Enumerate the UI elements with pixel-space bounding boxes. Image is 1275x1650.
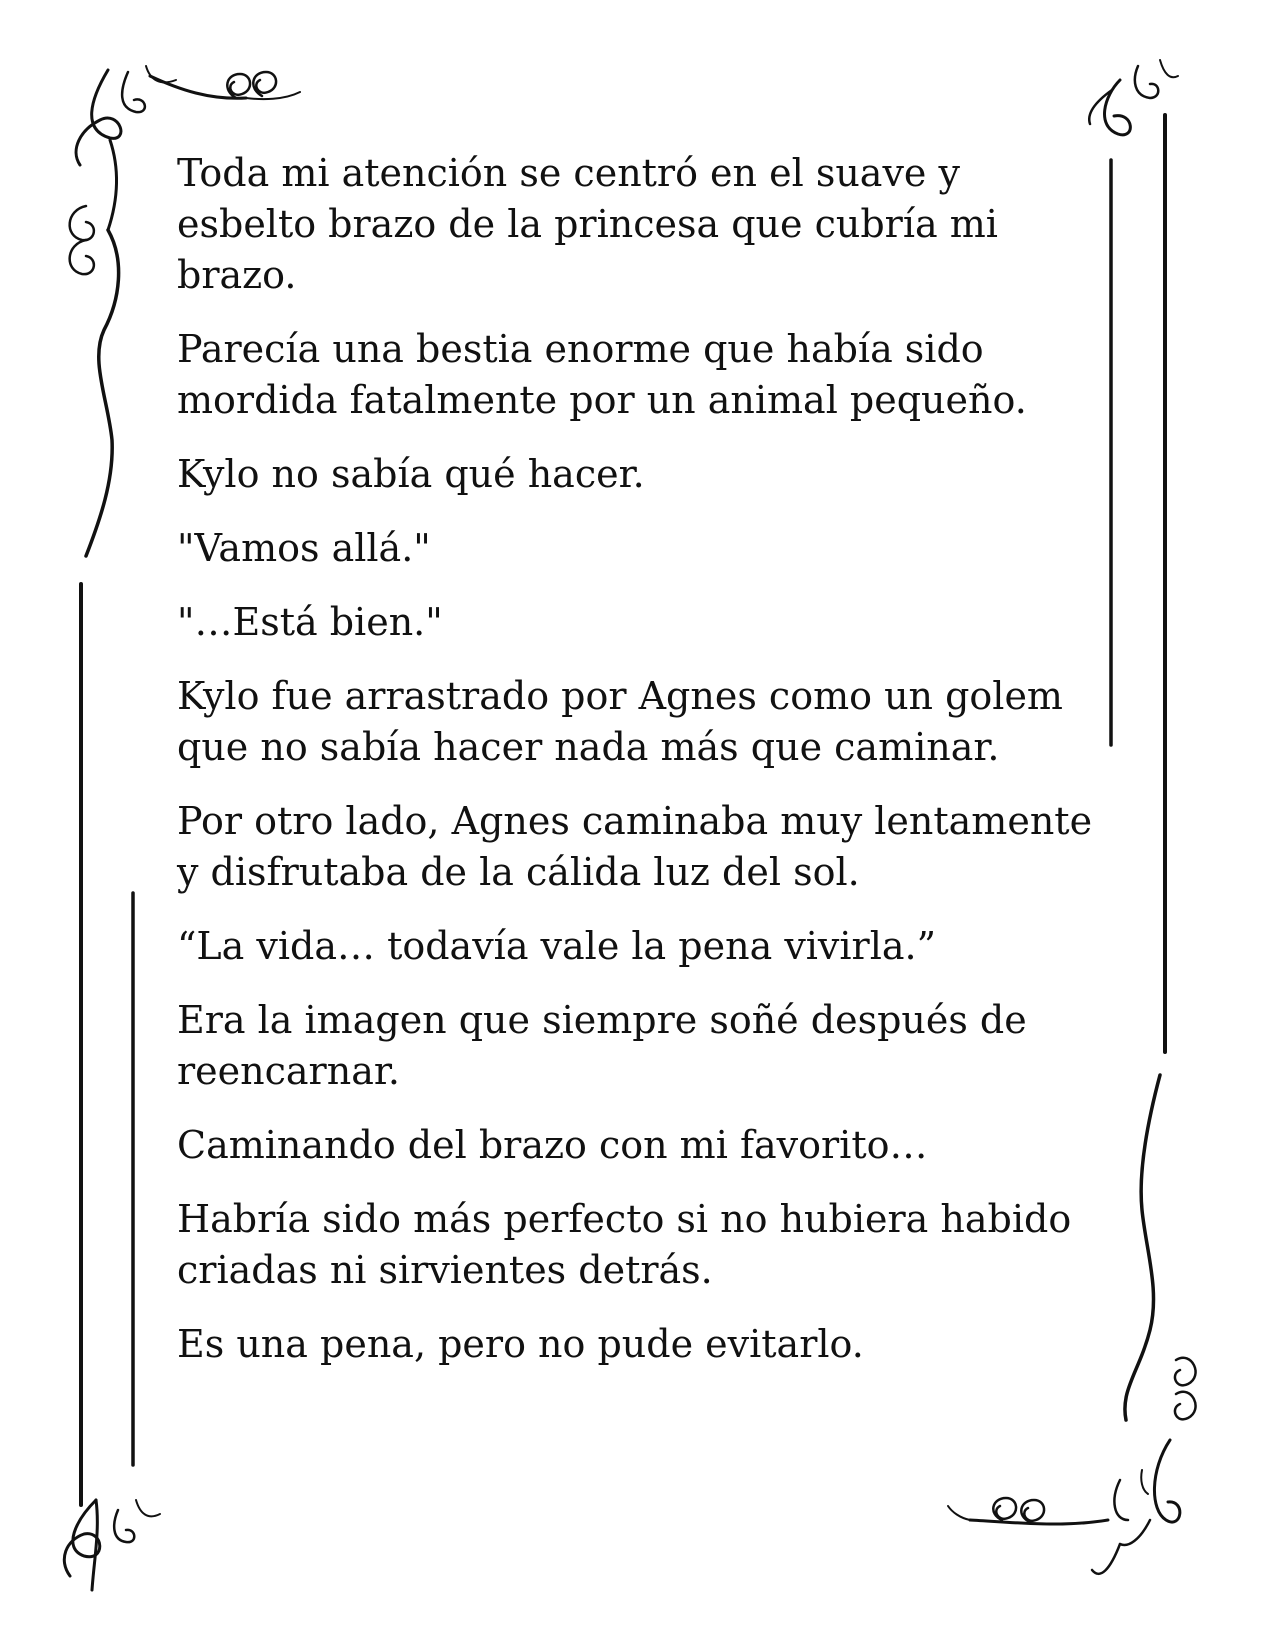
paragraph-2: Parecía una bestia enorme que había sido mordida fatalmente por un animal pequeño. bbox=[177, 327, 1027, 422]
paragraph-5: "…Está bien." bbox=[177, 600, 443, 644]
paragraph-3: Kylo no sabía qué hacer. bbox=[177, 452, 645, 496]
paragraph-4: "Vamos allá." bbox=[177, 526, 431, 570]
paragraph-6: Kylo fue arrastrado por Agnes como un golem que no sabía hacer nada más que caminar. bbox=[177, 674, 1063, 769]
paragraph-11: Habría sido más perfecto si no hubiera habido criadas ni sirvientes detrás. bbox=[177, 1197, 1072, 1292]
paragraph-1: Toda mi atención se centró en el suave y esbelto brazo de la princesa que cubría mi brazo. bbox=[177, 151, 998, 297]
chapter-text bbox=[177, 148, 1107, 1393]
paragraph-12: Es una pena, pero no pude evitarlo. bbox=[177, 1322, 864, 1366]
paragraph-7: Por otro lado, Agnes caminaba muy lentamente y disfrutaba de la cálida luz del sol. bbox=[177, 799, 1093, 894]
bottom-left-flourish-icon bbox=[64, 1500, 160, 1590]
paragraph-9: Era la imagen que siempre soñé después de reencarnar. bbox=[177, 998, 1027, 1093]
paragraph-10: Caminando del brazo con mi favorito… bbox=[177, 1123, 928, 1167]
paragraph-8: “La vida… todavía vale la pena vivirla.” bbox=[177, 924, 937, 968]
